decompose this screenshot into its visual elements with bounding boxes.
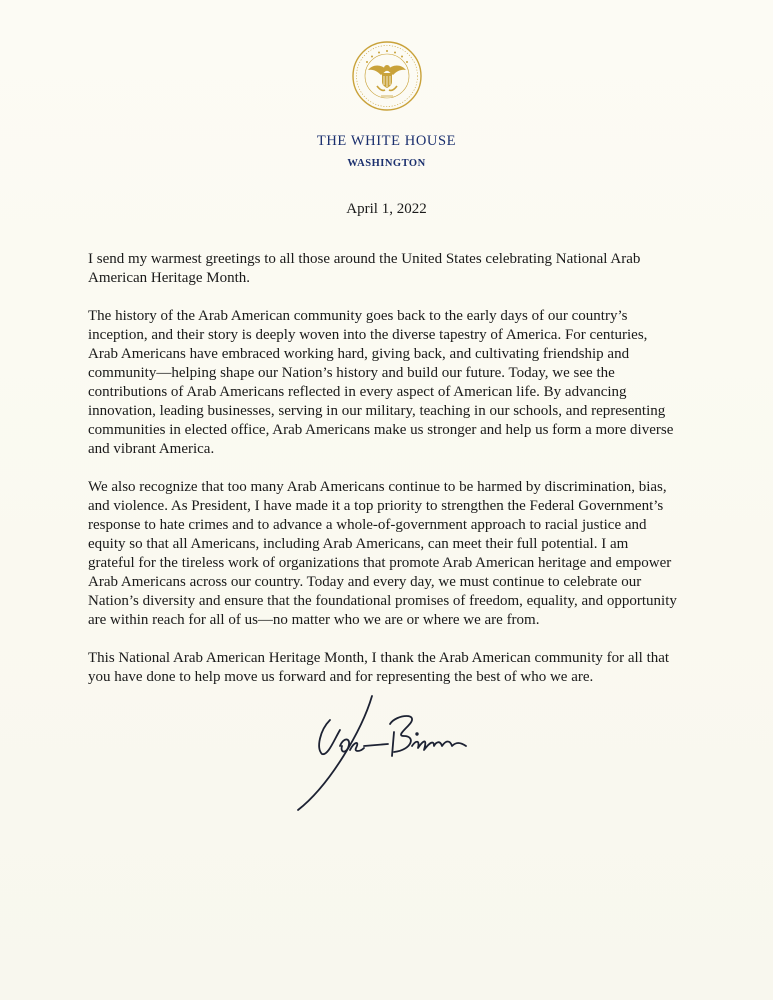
paragraph-closing: This National Arab American Heritage Month, I thank the Arab American community for all that you have done to help move us forward and for representing the best of who we are. [88,650,670,685]
presidential-seal-icon [351,40,423,112]
letter-body [88,250,678,706]
letter-date: April 1, 2022 [346,201,427,217]
letterhead-title: THE WHITE HOUSE [316,133,457,149]
paragraph-history: The history of the Arab American community goes back to the early days of our country’s inception, and their story is deeply woven into the diverse tapestry of America. For centuries, Arab Americans have embraced working hard, giving back, and cultivating friendship and community—helping shape our Nation’s history and build our future. Today, we see the contributions of Arab Americans reflected in every aspect of American life. By advancing innovation, leading businesses, serving in our military, teaching in our schools, and representing communities in elected office, Arab Americans make us stronger and help us form a more diverse and vibrant America. [88,308,674,457]
paragraph-greeting: I send my warmest greetings to all those around the United States celebrating National Arab American Heritage Month. [88,251,641,286]
paragraph-recognition: We also recognize that too many Arab Americans continue to be harmed by discrimination, bias, and violence. As President, I have made it a top priority to strengthen the Federal Government’s response to hate crimes and to advance a whole-of-government approach to racial justice and equity so that all Americans, including Arab Americans, can meet their full potential. I am grateful for the tireless work of organizations that promote Arab American heritage and empower Arab Americans across our country. Today and every day, we must continue to celebrate our Nation’s diversity and ensure that the foundational promises of freedom, equality, and opportunity are within reach for all of us—no matter who we are or where we are from. [88,479,677,628]
handwritten-signature-icon [290,690,480,815]
letterhead-subtitle: WASHINGTON [347,158,426,169]
